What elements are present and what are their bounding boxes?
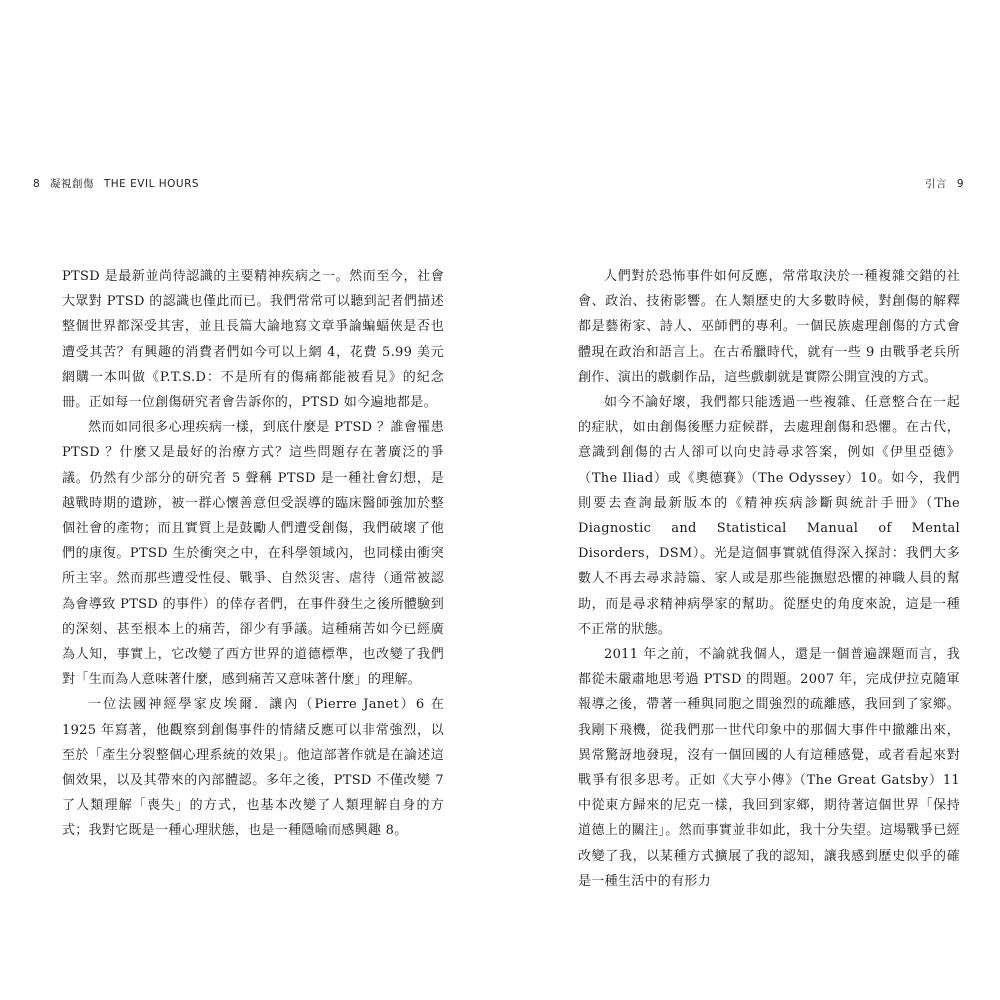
right-page-body <box>578 264 960 894</box>
left-book-title: 凝視創傷 <box>50 178 95 190</box>
left-paragraph-1: PTSD 是最新並尚待認識的主要精神疾病之一。然而至今，社會大眾對 PTSD 的認識也僅此而已。我們常常可以聽到記者們描述整個世界都深受其害，並且長篇大論地寫文章爭論蝙蝠俠是否也遭受其苦？有興趣的消費者們如今可以上網 4，花費 5.99 美元網購一本叫做《P.T.S.D：不是所有的傷痛都能被看見》的紀念冊。正如每一位創傷研究者會告訴你的，PTSD 如今遍地都是。 <box>62 269 444 411</box>
right-chapter-title: 引言 <box>924 178 947 190</box>
right-paragraph-2: 如今不論好壞，我們都只能透過一些複雜、任意整合在一起的症狀，如由創傷後壓力症候群，去處理創傷和恐懼。在古代，意識到創傷的古人卻可以向史詩尋求答案，例如《伊里亞德》（The Iliad）或《奧德賽》（The Odyssey）10。如今，我們則要去查詢最新版本的《精神疾病診斷與統計手冊》（The Diagnostic and Statistical Manual of Mental Disorders，DSM）。光是這個事實就值得深入探討：我們大多數人不再去尋求詩篇、家人或是那些能撫慰恐懼的神職人員的幫助，而是尋求精神病學家的幫助。從歷史的角度來說，這是一種不正常的狀態。 <box>578 395 960 637</box>
left-page-header <box>33 176 205 191</box>
left-paragraph-3: 一位法國神經學家皮埃爾．讓內（Pierre Janet）6 在 1925 年寫著，他觀察到創傷事件的情緒反應可以非常強烈，以至於「產生分裂整個心理系統的效果」。他這部著作就是在論述這個效果，以及其帶來的內部體認。多年之後，PTSD 不僅改變 7 了人類理解「喪失」的方式，也基本改變了人類理解自身的方式；我對它既是一種心理狀態，也是一種隱喻而感興趣 8。 <box>62 697 444 839</box>
right-paragraph-1: 人們對於恐怖事件如何反應，常常取決於一種複雜交錯的社會、政治、技術影響。在人類歷史的大多數時候，對創傷的解釋都是藝術家、詩人、巫師們的專利。一個民族處理創傷的方式會體現在政治和語言上。在古希臘時代，就有一些 9 由戰爭老兵所創作、演出的戲劇作品，這些戲劇就是實際公開宣洩的方式。 <box>578 269 960 385</box>
left-book-title-en: THE EVIL HOURS <box>103 178 200 190</box>
left-page-number: 8 <box>33 178 41 190</box>
left-paragraph-2: 然而如同很多心理疾病一樣，到底什麼是 PTSD ？誰會罹患 PTSD ？什麼又是最好的治療方式？這些問題存在著廣泛的爭議。仍然有少部分的研究者 5 聲稱 PTSD 是一種社會幻想，是越戰時期的遺跡，被一群心懷善意但受誤導的臨床醫師強加於整個社會的產物；而且實質上是鼓勵人們遭受創傷，我們破壞了他們的康復。PTSD 生於衝突之中，在科學領域內，也同樣由衝突所主宰。然而那些遭受性侵、戰爭、自然災害、虐待（通常被認為會導致 PTSD 的事件）的倖存者們，在事件發生之後所體驗到的深刻、甚至根本上的痛苦，卻少有爭議。這種痛苦如今已經廣為人知，事實上，它改變了西方世界的道德標準，也改變了我們對「生而為人意味著什麼，感到痛苦又意味著什麼」的理解。 <box>62 420 444 688</box>
right-page-number: 9 <box>956 178 964 190</box>
left-page-body <box>62 264 444 844</box>
right-page-header <box>919 176 964 191</box>
right-paragraph-3: 2011 年之前，不論就我個人，還是一個普遍課題而言，我都從未嚴肅地思考過 PTSD 的問題。2007 年，完成伊拉克隨軍報導之後，帶著一種與同胞之間強烈的疏離感，我回到了家鄉。我剛下飛機，從我們那一世代印象中的那個大事件中撤離出來，異常驚訝地發現，沒有一個回國的人有這種感覺，或者看起來對戰爭有很多思考。正如《大亨小傳》（The Great Gatsby）11 中從東方歸來的尼克一樣，我回到家鄉，期待著這個世界「保持道德上的關注」。然而事實並非如此，我十分失望。這場戰爭已經改變了我，以某種方式擴展了我的認知，讓我感到歷史似乎的確是一種生活中的有形力 <box>578 647 960 889</box>
